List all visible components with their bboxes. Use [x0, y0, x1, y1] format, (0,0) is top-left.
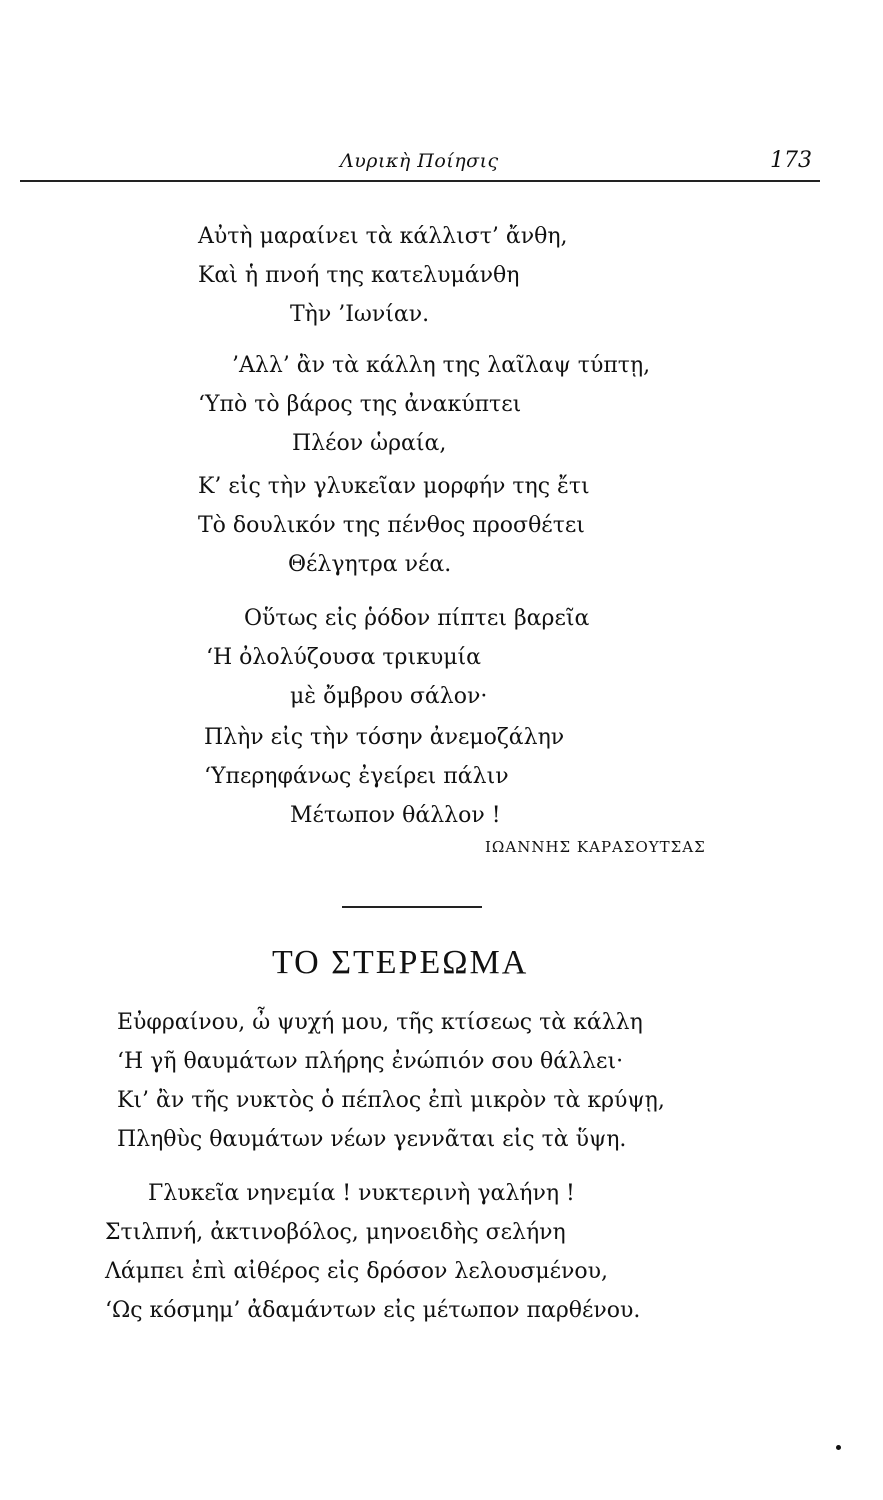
poem-line: ‘Υπὸ τὸ βάρος της ἀνακύπτει	[198, 392, 522, 417]
poem-line: ‘Υπερηφάνως ἐγείρει πάλιν	[204, 764, 509, 789]
poem-line: Τὴν ’Ιωνίαν.	[290, 302, 430, 327]
poem-line: Γλυκεῖα νηνεμία ! νυκτερινὴ γαλήνη !	[148, 1181, 575, 1206]
poem-line: Θέλγητρα νέα.	[288, 552, 452, 577]
ink-speck	[836, 1445, 841, 1450]
poem-line: Λάμπει ἐπὶ αἰθέρος εἰς δρόσον λελουσμένου,	[105, 1259, 609, 1284]
poem-line: Κ’ εἰς τὴν γλυκεῖαν μορφήν της ἔτι	[198, 474, 590, 499]
poem-line: Πλὴν εἰς τὴν τόσην ἀνεμοζάλην	[204, 725, 565, 750]
poem-line: μὲ ὄμβρου σάλον·	[290, 684, 488, 709]
page-number: 173	[770, 148, 812, 173]
poem-line: ’Αλλ’ ἂν τὰ κάλλη της λαῖλαψ τύπτῃ,	[232, 353, 651, 378]
header-rule	[20, 180, 820, 182]
running-head: Λυρικὴ Ποίησις	[340, 150, 499, 172]
poem-title: ΤΟ ΣΤΕΡΕΩΜΑ	[272, 944, 529, 981]
poem-line: ‘Η ὀλολύζουσα τρικυμία	[206, 645, 481, 670]
poem-line: Τὸ δουλικόν της πένθος προσθέτει	[198, 513, 585, 538]
author-signature: ΙΩΑΝΝΗΣ ΚΑΡΑΣΟΥΤΣΑΣ	[485, 838, 706, 856]
poem-line: Στιλπνή, ἀκτινοβόλος, μηνοειδὴς σελήνη	[105, 1220, 566, 1245]
poem-line: ‘Ως κόσμημ’ ἀδαμάντων εἰς μέτωπον παρθένου.	[105, 1298, 641, 1323]
poem-line: Πληθὺς θαυμάτων νέων γεννᾶται εἰς τὰ ὕψη.	[117, 1127, 627, 1152]
section-divider	[342, 906, 482, 908]
poem-line: Κι’ ἂν τῆς νυκτὸς ὁ πέπλος ἐπὶ μικρὸν τὰ κρύψῃ,	[117, 1088, 665, 1113]
poem-line: Εὐφραίνου, ὦ ψυχή μου, τῆς κτίσεως τὰ κάλλη	[117, 1010, 643, 1035]
poem-line: Πλέον ὡραία,	[292, 431, 447, 456]
poem-line: Καὶ ἡ πνοή της κατελυμάνθη	[198, 263, 520, 288]
poem-line: ‘Η γῆ θαυμάτων πλήρης ἐνώπιόν σου θάλλει·	[117, 1049, 624, 1074]
poem-line: Μέτωπον θάλλον !	[290, 803, 501, 828]
poem-line: Αὐτὴ μαραίνει τὰ κάλλιστ’ ἄνθη,	[198, 224, 568, 249]
poem-line: Οὕτως εἰς ῥόδον πίπτει βαρεῖα	[244, 606, 590, 631]
